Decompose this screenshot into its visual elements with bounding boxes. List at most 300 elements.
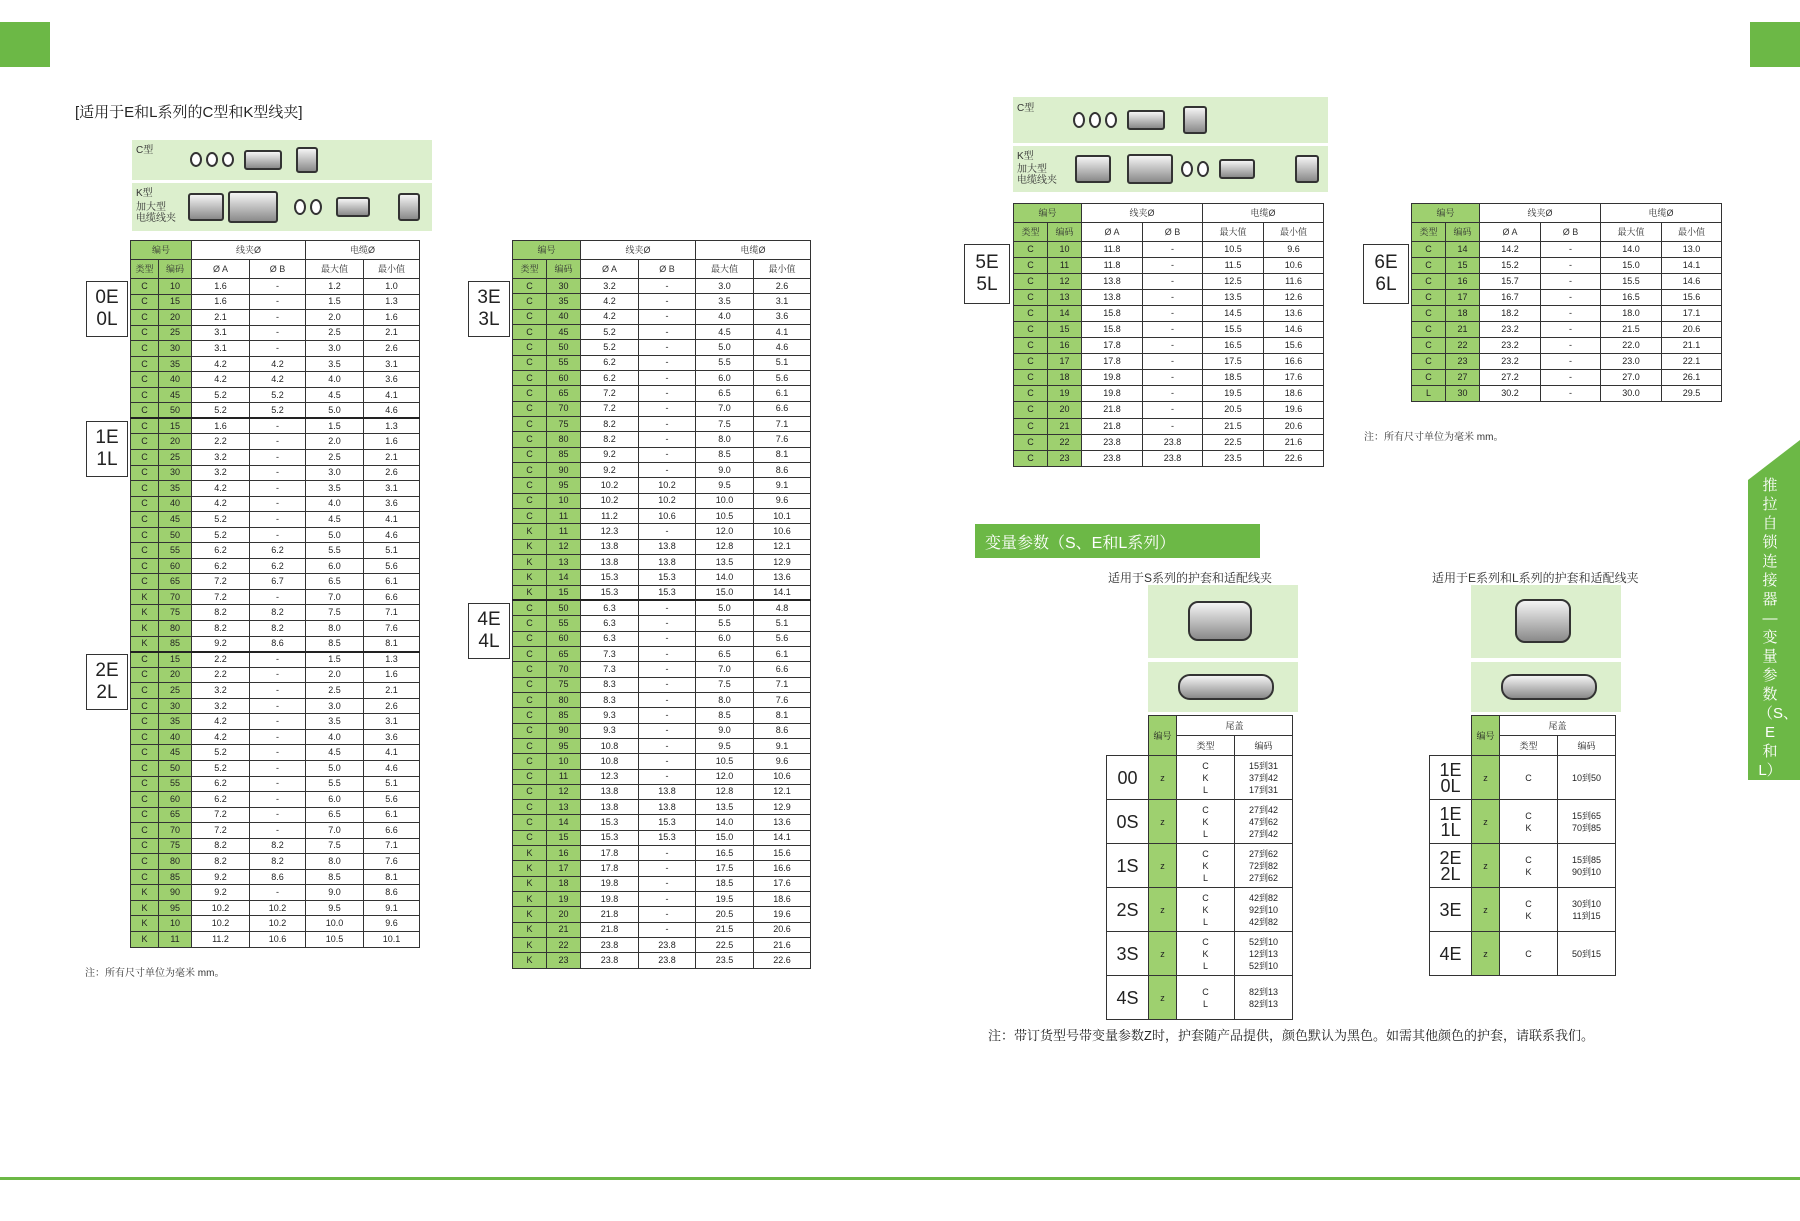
cell-type: C	[131, 310, 159, 326]
cell-type: K	[131, 605, 159, 621]
tail-type: C	[1202, 804, 1209, 815]
cell-code: 18	[547, 876, 581, 891]
table-row	[131, 527, 420, 543]
variable-z: z	[1472, 932, 1500, 976]
k-type-note: 加大型	[1017, 164, 1047, 175]
cell-code: 55	[159, 543, 192, 559]
header-cable-diameter: 电缆Ø	[696, 241, 811, 260]
table-row	[131, 900, 420, 916]
cell-code: 45	[159, 387, 192, 403]
cell-code: 40	[159, 372, 192, 388]
cell-code: 65	[547, 646, 581, 661]
cell-code: 22	[1048, 434, 1082, 450]
cell-ob: -	[639, 416, 696, 431]
cell-max: 13.5	[696, 554, 754, 569]
cell-ob: -	[250, 885, 306, 901]
cell-code: 23	[1446, 354, 1480, 370]
cell-ob: -	[639, 401, 696, 416]
tail-code: 47到62	[1248, 816, 1279, 827]
cell-ob: -	[639, 692, 696, 707]
cell-code: 10	[159, 279, 192, 295]
cell-min: 5.6	[754, 631, 811, 646]
cell-min: 7.6	[364, 621, 420, 637]
nut-icon	[1183, 106, 1207, 134]
cell-type: C	[131, 667, 159, 683]
header-number: 编号	[1412, 204, 1480, 223]
table-row	[513, 815, 811, 830]
cell-code: 65	[159, 574, 192, 590]
table-row	[131, 683, 420, 699]
table-row	[513, 585, 811, 600]
tail-type: C	[1525, 772, 1532, 783]
cell-code: 13	[547, 554, 581, 569]
cell-type: K	[513, 585, 547, 600]
cell-type: K	[131, 621, 159, 637]
table-row	[513, 478, 811, 493]
variable-z: z	[1149, 976, 1177, 1020]
cell-min: 15.6	[754, 846, 811, 861]
cell-max: 12.5	[1203, 274, 1264, 290]
cell-max: 6.5	[306, 807, 364, 823]
header-max: 最大值	[696, 260, 754, 279]
cell-code: 50	[159, 403, 192, 419]
cell-min: 3.6	[754, 309, 811, 324]
cell-type: C	[131, 714, 159, 730]
cell-oa: 13.8	[1082, 274, 1143, 290]
header-type: 类型	[1500, 736, 1558, 756]
cell-type: C	[131, 481, 159, 497]
bottom-note: 注：带订货型号带变量参数Z时，护套随产品提供，颜色默认为黑色。如需其他颜色的护套，请联系我们。	[988, 1028, 1594, 1043]
cell-code: 10	[1048, 242, 1082, 258]
series-label: 2E 2L	[86, 654, 128, 710]
cell-code: 12	[547, 784, 581, 799]
cell-type: C	[1412, 290, 1446, 306]
table3-clamp-table	[1013, 203, 1324, 467]
cell-min: 9.6	[754, 493, 811, 508]
variant-code: 3S	[1107, 932, 1149, 976]
table-row	[131, 636, 420, 652]
cell-max: 12.0	[696, 769, 754, 784]
cell-ob: 13.8	[639, 554, 696, 569]
cell-max: 16.5	[1601, 290, 1662, 306]
cell-oa: 10.2	[581, 493, 639, 508]
cell-ob: -	[639, 708, 696, 723]
cell-code: 15	[159, 652, 192, 668]
cell-max: 6.0	[306, 558, 364, 574]
cell-type: K	[513, 524, 547, 539]
tail-type: C	[1525, 898, 1532, 909]
cell-code: 80	[159, 621, 192, 637]
cell-type: C	[131, 279, 159, 295]
cell-max: 4.0	[306, 372, 364, 388]
table-row	[131, 279, 420, 295]
cell-type: K	[513, 846, 547, 861]
cell-max: 1.2	[306, 279, 364, 295]
cell-type: C	[513, 784, 547, 799]
cell-oa: 21.8	[581, 907, 639, 922]
cell-max: 3.5	[306, 714, 364, 730]
cell-type: C	[513, 294, 547, 309]
cell-max: 15.5	[1601, 274, 1662, 290]
side-tab-label: 推拉自锁连接器—变量参数（S、E和L）	[1758, 477, 1799, 779]
cell-type: C	[131, 543, 159, 559]
cell-type: K	[131, 916, 159, 932]
table-row	[513, 294, 811, 309]
cell-ob: 10.2	[250, 916, 306, 932]
cell-type: C	[513, 324, 547, 339]
cell-type: C	[1014, 242, 1048, 258]
cell-oa: 8.2	[192, 605, 250, 621]
tail-code: 12到13	[1248, 948, 1279, 959]
table-row	[1412, 338, 1722, 354]
tail-types	[1177, 976, 1235, 1020]
tail-type: K	[1202, 772, 1209, 783]
cell-oa: 16.7	[1480, 290, 1541, 306]
table-row	[513, 738, 811, 753]
cell-oa: 7.2	[581, 401, 639, 416]
adapter-icon	[1178, 674, 1274, 700]
header-code: 编码	[547, 260, 581, 279]
variant-code: 2E 2L	[1430, 844, 1472, 888]
cell-oa: 7.3	[581, 662, 639, 677]
cell-ob: -	[1143, 418, 1203, 434]
cell-max: 22.5	[1203, 434, 1264, 450]
cell-code: 17	[1048, 354, 1082, 370]
table-row	[513, 386, 811, 401]
variable-z: z	[1149, 888, 1177, 932]
cell-oa: 3.2	[192, 698, 250, 714]
cell-ob: -	[1541, 290, 1601, 306]
cell-oa: 21.8	[581, 922, 639, 937]
cell-type: C	[131, 854, 159, 870]
cell-type: C	[131, 652, 159, 668]
cell-oa: 4.2	[192, 372, 250, 388]
tail-types	[1177, 756, 1235, 800]
cell-type: C	[131, 387, 159, 403]
cell-code: 15	[547, 585, 581, 600]
cell-oa: 15.8	[1082, 322, 1143, 338]
variant-code: 4E	[1430, 932, 1472, 976]
cell-oa: 4.2	[581, 294, 639, 309]
cell-min: 4.6	[364, 403, 420, 419]
cell-min: 6.1	[754, 386, 811, 401]
cell-min: 7.6	[754, 432, 811, 447]
cell-type: C	[131, 807, 159, 823]
cell-oa: 7.3	[581, 646, 639, 661]
table-row	[513, 646, 811, 661]
cell-max: 13.5	[1203, 290, 1264, 306]
table-row	[131, 667, 420, 683]
cell-min: 6.6	[364, 823, 420, 839]
cell-ob: -	[1143, 338, 1203, 354]
cell-min: 4.1	[364, 387, 420, 403]
cell-min: 8.6	[754, 723, 811, 738]
cell-ob: -	[639, 846, 696, 861]
cell-oa: 4.2	[192, 481, 250, 497]
cell-code: 80	[547, 692, 581, 707]
table-row	[513, 754, 811, 769]
table-row	[513, 662, 811, 677]
cell-type: C	[131, 403, 159, 419]
cell-oa: 1.6	[192, 279, 250, 295]
cell-ob: 15.3	[639, 570, 696, 585]
table-row	[1014, 386, 1324, 402]
cell-oa: 19.8	[1082, 386, 1143, 402]
header-type: 类型	[131, 260, 159, 279]
cell-type: C	[131, 574, 159, 590]
tail-type: L	[1202, 784, 1208, 795]
table-row	[131, 558, 420, 574]
cell-oa: 4.2	[192, 729, 250, 745]
cell-min: 13.6	[1264, 306, 1324, 322]
cell-min: 5.6	[364, 792, 420, 808]
cell-ob: -	[639, 432, 696, 447]
cell-ob: -	[250, 527, 306, 543]
cell-oa: 11.2	[581, 508, 639, 523]
cell-code: 45	[159, 745, 192, 761]
cell-max: 8.0	[696, 692, 754, 707]
cell-min: 13.6	[754, 815, 811, 830]
cell-code: 27	[1446, 370, 1480, 386]
cell-oa: 3.2	[581, 279, 639, 294]
cell-code: 95	[547, 478, 581, 493]
cell-ob: -	[250, 434, 306, 450]
table-row	[1014, 434, 1324, 450]
cell-oa: 9.2	[581, 462, 639, 477]
cell-oa: 23.8	[581, 953, 639, 968]
cell-ob: -	[639, 309, 696, 324]
cell-ob: 10.2	[250, 900, 306, 916]
clamp-icon	[1219, 159, 1255, 179]
cell-ob: -	[639, 294, 696, 309]
cell-type: C	[131, 450, 159, 466]
cell-max: 16.5	[1203, 338, 1264, 354]
cell-max: 3.5	[306, 481, 364, 497]
tail-code: 92到10	[1248, 904, 1279, 915]
cell-code: 16	[1048, 338, 1082, 354]
cell-code: 15	[547, 830, 581, 845]
cell-code: 60	[159, 558, 192, 574]
header-number: 编号	[1149, 716, 1177, 756]
cell-type: C	[513, 646, 547, 661]
table2-clamp-table	[512, 240, 811, 969]
table-row	[131, 854, 420, 870]
cell-type: C	[1412, 258, 1446, 274]
table-row	[513, 447, 811, 462]
cell-ob: -	[250, 294, 306, 310]
cell-min: 7.1	[364, 605, 420, 621]
cell-ob: -	[1541, 370, 1601, 386]
header-code: 编码	[1048, 223, 1082, 242]
table-row	[131, 823, 420, 839]
cell-min: 16.6	[1264, 354, 1324, 370]
cell-code: 30	[159, 341, 192, 357]
cell-code: 85	[159, 636, 192, 652]
tail-code: 42到82	[1248, 916, 1279, 927]
cell-type: K	[513, 554, 547, 569]
cell-ob: -	[1143, 402, 1203, 418]
cell-oa: 21.8	[1082, 418, 1143, 434]
cell-ob: 8.2	[250, 605, 306, 621]
cell-ob: 15.3	[639, 830, 696, 845]
header-oa: Ø A	[192, 260, 250, 279]
cell-min: 13.6	[754, 570, 811, 585]
cell-oa: 7.2	[192, 807, 250, 823]
header-min: 最小值	[1662, 223, 1722, 242]
cell-oa: 9.2	[192, 869, 250, 885]
cell-type: C	[131, 325, 159, 341]
tail-code: 27到62	[1248, 848, 1279, 859]
cell-ob: 8.2	[250, 838, 306, 854]
cell-max: 12.8	[696, 784, 754, 799]
table-row	[513, 340, 811, 355]
table-row	[131, 325, 420, 341]
cell-max: 30.0	[1601, 386, 1662, 402]
cell-ob: -	[1541, 274, 1601, 290]
cell-type: C	[513, 692, 547, 707]
cell-code: 14	[547, 570, 581, 585]
cell-min: 22.6	[1264, 450, 1324, 466]
cell-max: 8.5	[696, 708, 754, 723]
cell-code: 11	[547, 769, 581, 784]
cell-code: 30	[159, 465, 192, 481]
header-max: 最大值	[306, 260, 364, 279]
cell-type: C	[1412, 370, 1446, 386]
cell-max: 5.0	[696, 600, 754, 615]
tail-type: K	[1202, 948, 1209, 959]
cell-min: 9.1	[754, 478, 811, 493]
cell-oa: 23.8	[581, 938, 639, 953]
tail-code: 90到10	[1571, 866, 1602, 877]
header-code: 编码	[159, 260, 192, 279]
tail-type: K	[1202, 904, 1209, 915]
cell-ob: -	[250, 807, 306, 823]
cell-oa: 5.2	[192, 527, 250, 543]
header-max: 最大值	[1203, 223, 1264, 242]
cell-max: 10.5	[696, 508, 754, 523]
table-row	[513, 907, 811, 922]
table-row	[131, 698, 420, 714]
cell-type: C	[131, 776, 159, 792]
cell-max: 9.0	[696, 723, 754, 738]
cell-max: 10.0	[306, 916, 364, 932]
variant-code: 1E 0L	[1430, 756, 1472, 800]
cell-code: 20	[159, 310, 192, 326]
table-row	[1430, 756, 1616, 800]
cell-max: 7.5	[306, 605, 364, 621]
cell-min: 4.6	[754, 340, 811, 355]
cell-max: 8.0	[306, 621, 364, 637]
series-label: 4E 4L	[468, 603, 510, 659]
cell-min: 9.1	[364, 900, 420, 916]
cell-max: 14.0	[1601, 242, 1662, 258]
cell-oa: 10.2	[581, 478, 639, 493]
cell-oa: 6.3	[581, 600, 639, 615]
variant-code: 00	[1107, 756, 1149, 800]
nut-icon	[398, 193, 420, 221]
table-row	[513, 861, 811, 876]
tail-type: C	[1202, 760, 1209, 771]
cell-type: C	[513, 800, 547, 815]
cell-type: C	[513, 478, 547, 493]
cell-min: 1.0	[364, 279, 420, 295]
table-row	[513, 631, 811, 646]
header-clamp-diameter: 线夹Ø	[581, 241, 696, 260]
cell-oa: 7.2	[581, 386, 639, 401]
table4-clamp-table	[1411, 203, 1722, 402]
series-label: 5E 5L	[964, 244, 1010, 304]
cell-oa: 13.8	[581, 539, 639, 554]
cell-code: 55	[547, 355, 581, 370]
table-row	[513, 324, 811, 339]
cell-max: 20.5	[696, 907, 754, 922]
header-min: 最小值	[754, 260, 811, 279]
cell-ob: 15.3	[639, 815, 696, 830]
cell-ob: 23.8	[639, 953, 696, 968]
cell-type: K	[131, 900, 159, 916]
variant-code: 1E 1L	[1430, 800, 1472, 844]
cell-code: 16	[547, 846, 581, 861]
cell-ob: -	[250, 698, 306, 714]
cell-oa: 17.8	[1082, 338, 1143, 354]
cell-type: C	[513, 600, 547, 615]
header-clamp-diameter: 线夹Ø	[1480, 204, 1601, 223]
table-row	[131, 465, 420, 481]
table-row	[1014, 418, 1324, 434]
cell-type: C	[131, 294, 159, 310]
table-row	[1014, 370, 1324, 386]
cell-ob: -	[1541, 354, 1601, 370]
table-row	[131, 792, 420, 808]
cell-oa: 15.2	[1480, 258, 1541, 274]
cell-code: 85	[547, 708, 581, 723]
ring-icon	[190, 152, 202, 167]
cell-type: C	[131, 341, 159, 357]
cell-ob: -	[250, 652, 306, 668]
cell-oa: 13.8	[581, 554, 639, 569]
series-label: 3E 3L	[468, 281, 510, 337]
cell-type: L	[1412, 386, 1446, 402]
cell-max: 2.0	[306, 310, 364, 326]
cell-min: 2.6	[364, 465, 420, 481]
cell-type: C	[513, 723, 547, 738]
cell-oa: 2.1	[192, 310, 250, 326]
cell-max: 18.0	[1601, 306, 1662, 322]
cell-oa: 8.3	[581, 692, 639, 707]
cell-oa: 8.2	[581, 416, 639, 431]
cell-max: 5.5	[306, 776, 364, 792]
cell-oa: 9.3	[581, 708, 639, 723]
series-label: 1E 1L	[86, 421, 128, 477]
adapter-image-el	[1471, 662, 1621, 712]
cell-type: K	[131, 636, 159, 652]
ring-icon	[206, 152, 218, 167]
cell-code: 22	[1446, 338, 1480, 354]
cell-max: 22.5	[696, 938, 754, 953]
cell-min: 20.6	[1662, 322, 1722, 338]
tail-type: L	[1202, 960, 1208, 971]
ring-icon	[222, 152, 234, 167]
cell-min: 4.1	[364, 745, 420, 761]
cell-min: 3.1	[364, 481, 420, 497]
cell-min: 21.6	[754, 938, 811, 953]
cell-code: 17	[547, 861, 581, 876]
tail-code: 17到31	[1248, 784, 1279, 795]
table-row	[131, 543, 420, 559]
cell-ob: -	[1541, 322, 1601, 338]
table-row	[1014, 306, 1324, 322]
cell-min: 2.6	[364, 341, 420, 357]
